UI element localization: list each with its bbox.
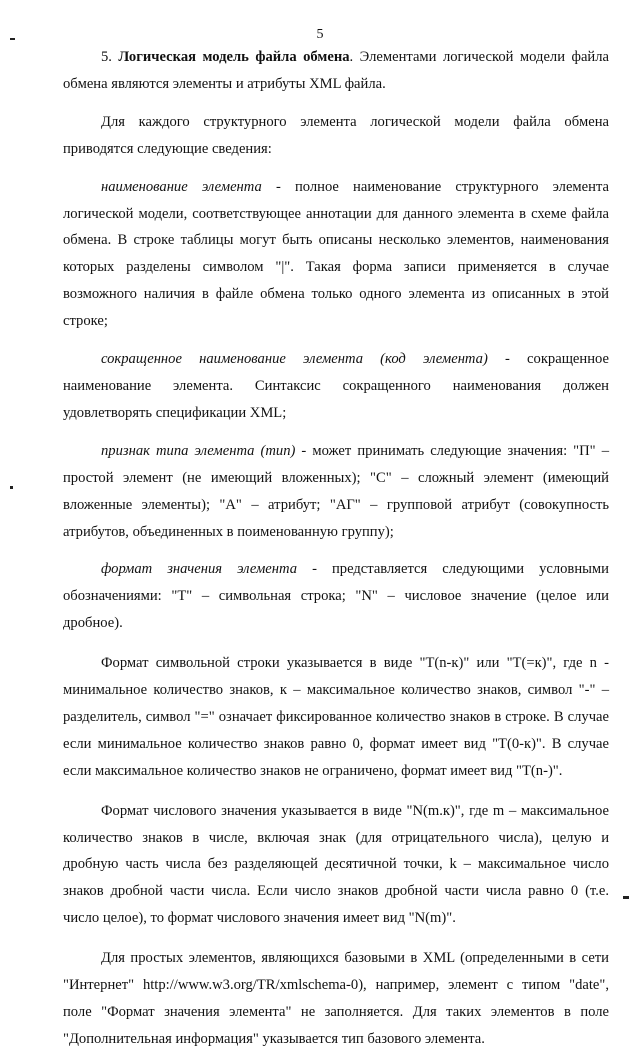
- paragraph-text: Для каждого структурного элемента логической модели файла обмена приводятся следующие сведения:: [63, 113, 609, 157]
- term: признак типа элемента (тип): [101, 442, 296, 459]
- definition-element-format: [63, 556, 609, 637]
- definition-element-type: [63, 438, 609, 546]
- term: сокращенное наименование элемента (код элемента): [101, 351, 488, 368]
- base-elements-paragraph: [63, 945, 609, 1053]
- intro-paragraph: [63, 109, 609, 163]
- definition-element-code: [63, 346, 609, 427]
- paragraph-text: Для простых элементов, являющихся базовыми в XML (определенными в сети "Интернет" http://www.w3.org/TR/xmlschema-0), например, элемент с типом "date", поле "Формат значения элемента" не заполняется. Для таких элементов в поле "Дополнительная информация" указывается тип базового элемента.: [63, 950, 609, 1047]
- definition-text: - представляется следующими условными обозначениями: "Т" – символьная строка; "N" – числовое значение (целое или дробное).: [63, 561, 609, 632]
- section-heading-paragraph: [63, 44, 609, 98]
- definition-element-name: [63, 174, 609, 335]
- page-number: 5: [316, 27, 324, 42]
- section-number: 5.: [101, 49, 119, 65]
- paragraph-text: Формат числового значения указывается в виде "N(m.к)", где m – максимальное количество знаков в числе, включая знак (для отрицательного числа), целую и дробную часть числа без разделяющей десятичной точки, k – максимальное число знаков дробной части числа. Если число знаков дробной части числа равно 0 (т.е. число целое), то формат числового значения имеет вид "N(m)".: [63, 802, 609, 927]
- document-body: [63, 44, 609, 1053]
- paragraph-text: Формат символьной строки указывается в виде "Т(n-к)" или "Т(=к)", где n - минимальное количество знаков, к – максимальное количество знаков, символ "-" – разделитель, символ "=" означает фиксированное количество знаков в строке. В случае если минимальное количество знаков равно 0, формат имеет вид "Т(0-к)". В случае если максимальное количество знаков не ограничено, формат имеет вид "Т(n-)".: [63, 655, 609, 779]
- scan-artifact: [10, 486, 13, 489]
- definition-text: - полное наименование структурного элемента логической модели, соответствующее аннотации для данного элемента в схеме файла обмена. В строке таблицы могут быть описаны несколько элементов, наименования которых разделены символом "|". Такая форма записи применяется в случае возможного наличия в файле обмена только одного элемента из описанных в этой строке;: [63, 178, 609, 330]
- numeric-format-paragraph: [63, 798, 609, 933]
- string-format-paragraph: [63, 650, 609, 785]
- paragraph-text: . Элементами логической модели файла обмена являются элементы и атрибуты XML файла.: [63, 49, 609, 92]
- section-title: Логическая модель файла обмена: [118, 49, 350, 65]
- term: наименование элемента: [101, 178, 262, 195]
- definition-text: - сокращенное наименование элемента. Синтаксис сокращенного наименования должен удовлетворять спецификации XML;: [63, 351, 609, 421]
- term: формат значения элемента: [101, 561, 298, 578]
- scan-artifact: [623, 896, 629, 899]
- definition-text: - может принимать следующие значения: "П" – простой элемент (не имеющий вложенных); "С" – сложный элемент (имеющий вложенные элементы); "А" – атрибут; "АГ" – групповой атрибут (совокупность атрибутов, объединенных в поименованную группу);: [63, 442, 609, 540]
